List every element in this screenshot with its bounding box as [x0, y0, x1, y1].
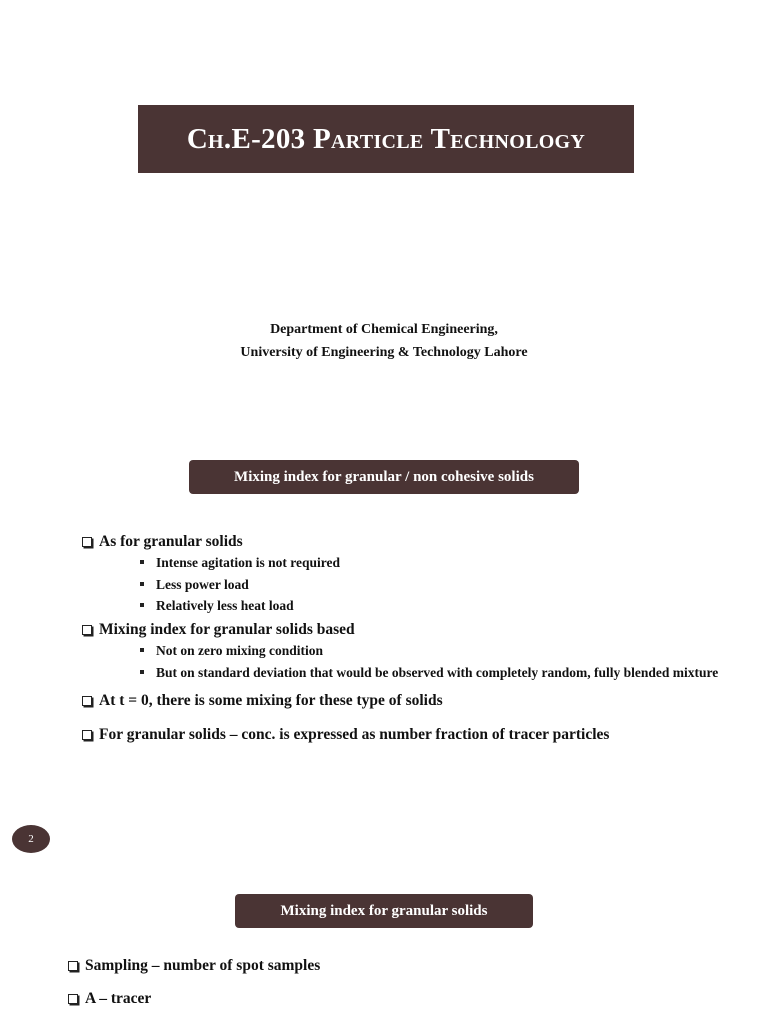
sub-list-item [140, 664, 722, 681]
square-bullet-icon [140, 670, 144, 674]
bullet-text: For granular solids – conc. is expressed as number fraction of tracer particles [99, 725, 610, 743]
checkbox-bullet-icon [82, 730, 92, 740]
sub-bullet-text: Intense agitation is not required [156, 555, 341, 570]
square-bullet-icon [140, 560, 144, 564]
department-line-1: Department of Chemical Engineering, [270, 322, 498, 337]
sub-bullet-text: But on standard deviation that would be observed with completely random, fully blended mixture [156, 664, 719, 680]
sub-bullet-text: Less power load [156, 576, 249, 592]
section-heading-bar [235, 894, 533, 928]
checkbox-bullet-icon [68, 961, 78, 971]
checkbox-bullet-icon [68, 994, 78, 1004]
sub-list-item [140, 597, 722, 614]
bullet-text: A – tracer [85, 990, 152, 1007]
section-heading-bar [189, 460, 579, 494]
section-heading: Mixing index for granular solids [280, 902, 488, 919]
bullet-text: Mixing index for granular solids based [99, 621, 355, 638]
sub-list-item [140, 576, 722, 593]
slide-title: Ch.E-203 Particle Technology [186, 122, 586, 155]
list-item [82, 691, 722, 711]
bullet-text: As for granular solids [99, 533, 243, 550]
square-bullet-icon [140, 648, 144, 652]
sub-list [140, 554, 722, 614]
checkbox-bullet-icon [82, 537, 92, 547]
square-bullet-icon [140, 603, 144, 607]
sub-bullet-text: Not on zero mixing condition [156, 643, 324, 658]
checkbox-bullet-icon [82, 625, 92, 635]
list-item [68, 989, 708, 1009]
sub-list-item [140, 642, 722, 659]
department-line-2: University of Engineering & Technology Lahore [240, 345, 528, 360]
list-item [82, 532, 722, 614]
section-heading: Mixing index for granular / non cohesive solids [234, 468, 534, 485]
sub-list-item [140, 554, 722, 571]
bullet-text: Sampling – number of spot samples [85, 957, 321, 974]
bullet-list [82, 532, 722, 745]
list-item [82, 725, 722, 745]
page-number-badge: 2 [12, 825, 50, 853]
list-item [68, 956, 708, 976]
square-bullet-icon [140, 582, 144, 586]
list-item [82, 620, 722, 681]
bullet-text: At t = 0, there is some mixing for these type of solids [99, 691, 443, 709]
bullet-list [68, 956, 708, 1009]
checkbox-bullet-icon [82, 696, 92, 706]
sub-bullet-text: Relatively less heat load [156, 598, 294, 613]
sub-list [140, 642, 722, 681]
title-banner [138, 105, 634, 173]
department-block [0, 318, 768, 364]
